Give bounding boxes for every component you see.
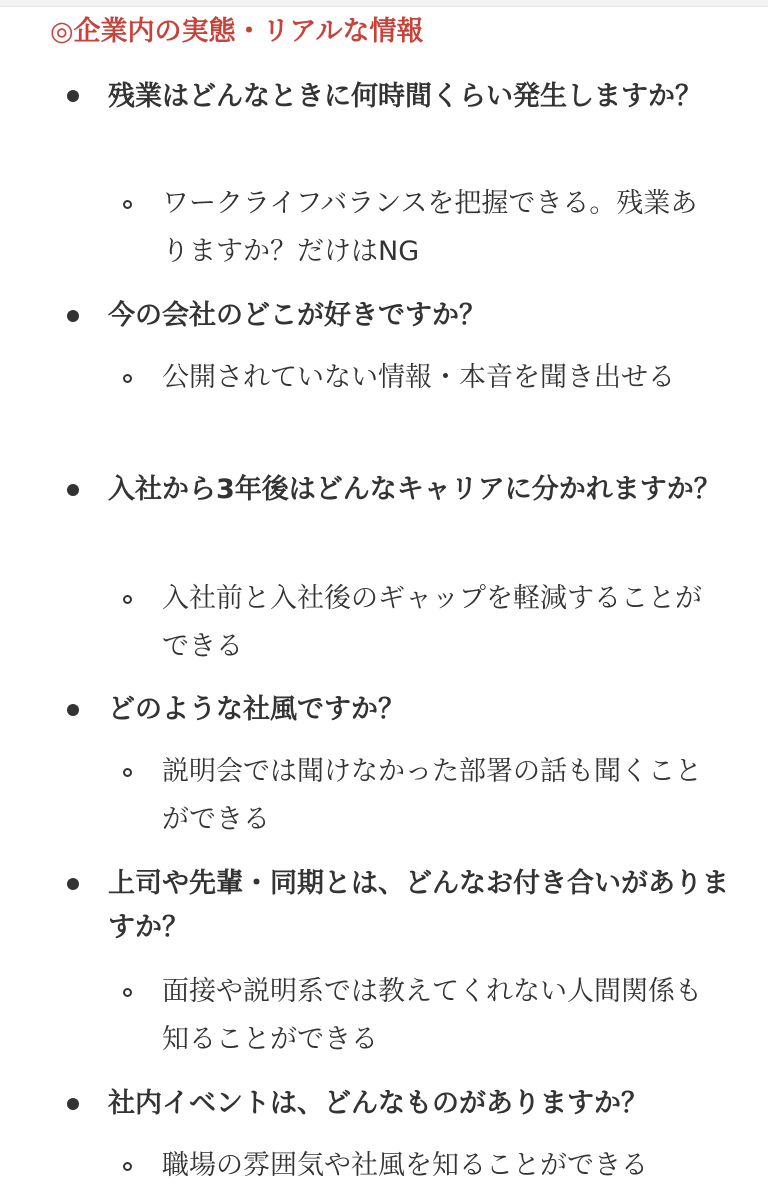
sub-bullet-icon — [123, 1162, 132, 1171]
bullet-icon — [67, 484, 79, 496]
bullet-icon — [67, 878, 79, 890]
sub-bullet-icon — [123, 768, 132, 777]
question-text: 入社から3年後はどんなキャリアに分かれますか？ — [108, 474, 721, 505]
question-text: 上司や先輩・同期とは、どんなお付き合いがありますか？ — [108, 868, 729, 943]
sub-bullet-icon — [123, 374, 132, 383]
answer-text: 説明会では聞けなかった部署の話も聞くことができる — [162, 756, 702, 835]
bullet-icon — [67, 90, 79, 102]
bullet-icon — [67, 704, 79, 716]
answer-text: 入社前と入社後のギャップを軽減することができる — [162, 583, 702, 662]
question-text: どのような社風ですか？ — [108, 694, 405, 725]
answer-text: ワークライフバランスを把握できる。残業ありますか？だけはNG — [162, 188, 698, 267]
question-text: 社内イベントは、どんなものがありますか？ — [108, 1088, 648, 1119]
sub-bullet-icon — [123, 200, 132, 209]
answer-text: 面接や説明系では教えてくれない人間関係も知ることができる — [162, 976, 702, 1055]
answer-text: 職場の雰囲気や社風を知ることができる — [162, 1150, 648, 1181]
sub-bullet-icon — [123, 988, 132, 997]
sub-bullet-icon — [123, 595, 132, 604]
bullet-icon — [67, 1098, 79, 1110]
answer-text: 公開されていない情報・本音を聞き出せる — [162, 362, 675, 393]
bullet-icon — [67, 310, 79, 322]
question-text: 今の会社のどこが好きですか？ — [108, 300, 486, 331]
question-text: 残業はどんなときに何時間くらい発生しますか？ — [108, 81, 702, 112]
section-heading: ◎企業内の実態・リアルな情報 — [50, 16, 424, 47]
